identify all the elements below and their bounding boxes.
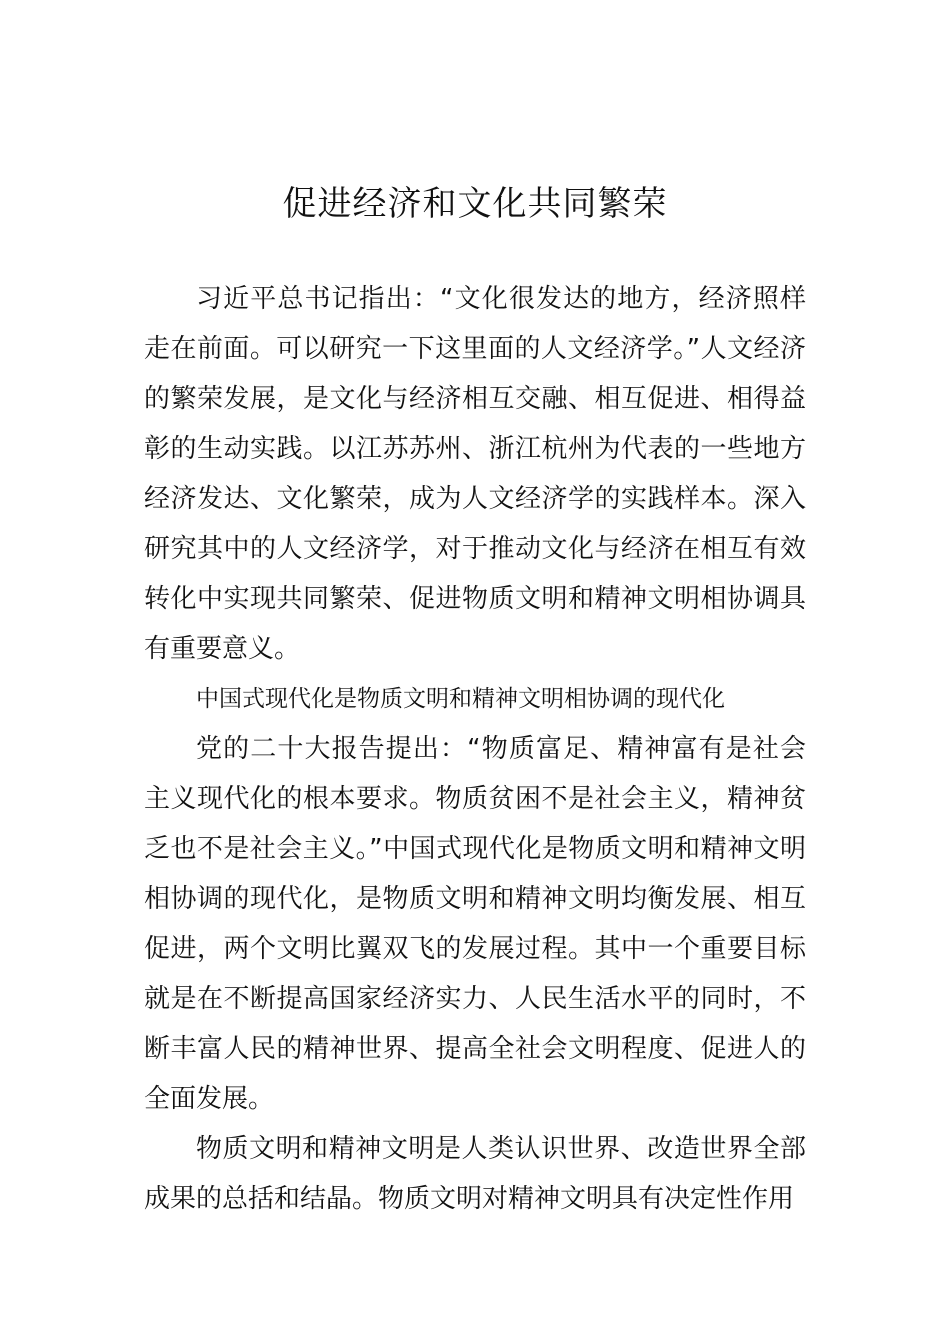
document-title: 促进经济和文化共同繁荣 [282, 184, 668, 224]
paragraph-report: 党的二十大报告提出：“物质富足、精神富有是社会主义现代化的根本要求。物质贫困不是社会主义，精神贫乏也不是社会主义。”中国式现代化是物质文明和精神文明相协调的现代化，是物质文明和精神文明均衡发展、相互促进，两个文明比翼双飞的发展过程。其中一个重要目标就是在不断提高国家经济实力、人民生活水平的同时，不断丰富人民的精神世界、提高全社会文明程度、促进人的全面发展。 [144, 734, 806, 1114]
document-body [144, 274, 806, 1224]
paragraph-civilization: 物质文明和精神文明是人类认识世界、改造世界全部成果的总括和结晶。物质文明对精神文明具有决定性作用 [144, 1134, 806, 1214]
section-heading: 中国式现代化是物质文明和精神文明相协调的现代化 [196, 686, 725, 712]
paragraph-intro: 习近平总书记指出：“文化很发达的地方，经济照样走在前面。可以研究一下这里面的人文经济学。”人文经济的繁荣发展，是文化与经济相互交融、相互促进、相得益彰的生动实践。以江苏苏州、浙江杭州为代表的一些地方经济发达、文化繁荣，成为人文经济学的实践样本。深入研究其中的人文经济学，对于推动文化与经济在相互有效转化中实现共同繁荣、促进物质文明和精神文明相协调具有重要意义。 [144, 284, 806, 664]
